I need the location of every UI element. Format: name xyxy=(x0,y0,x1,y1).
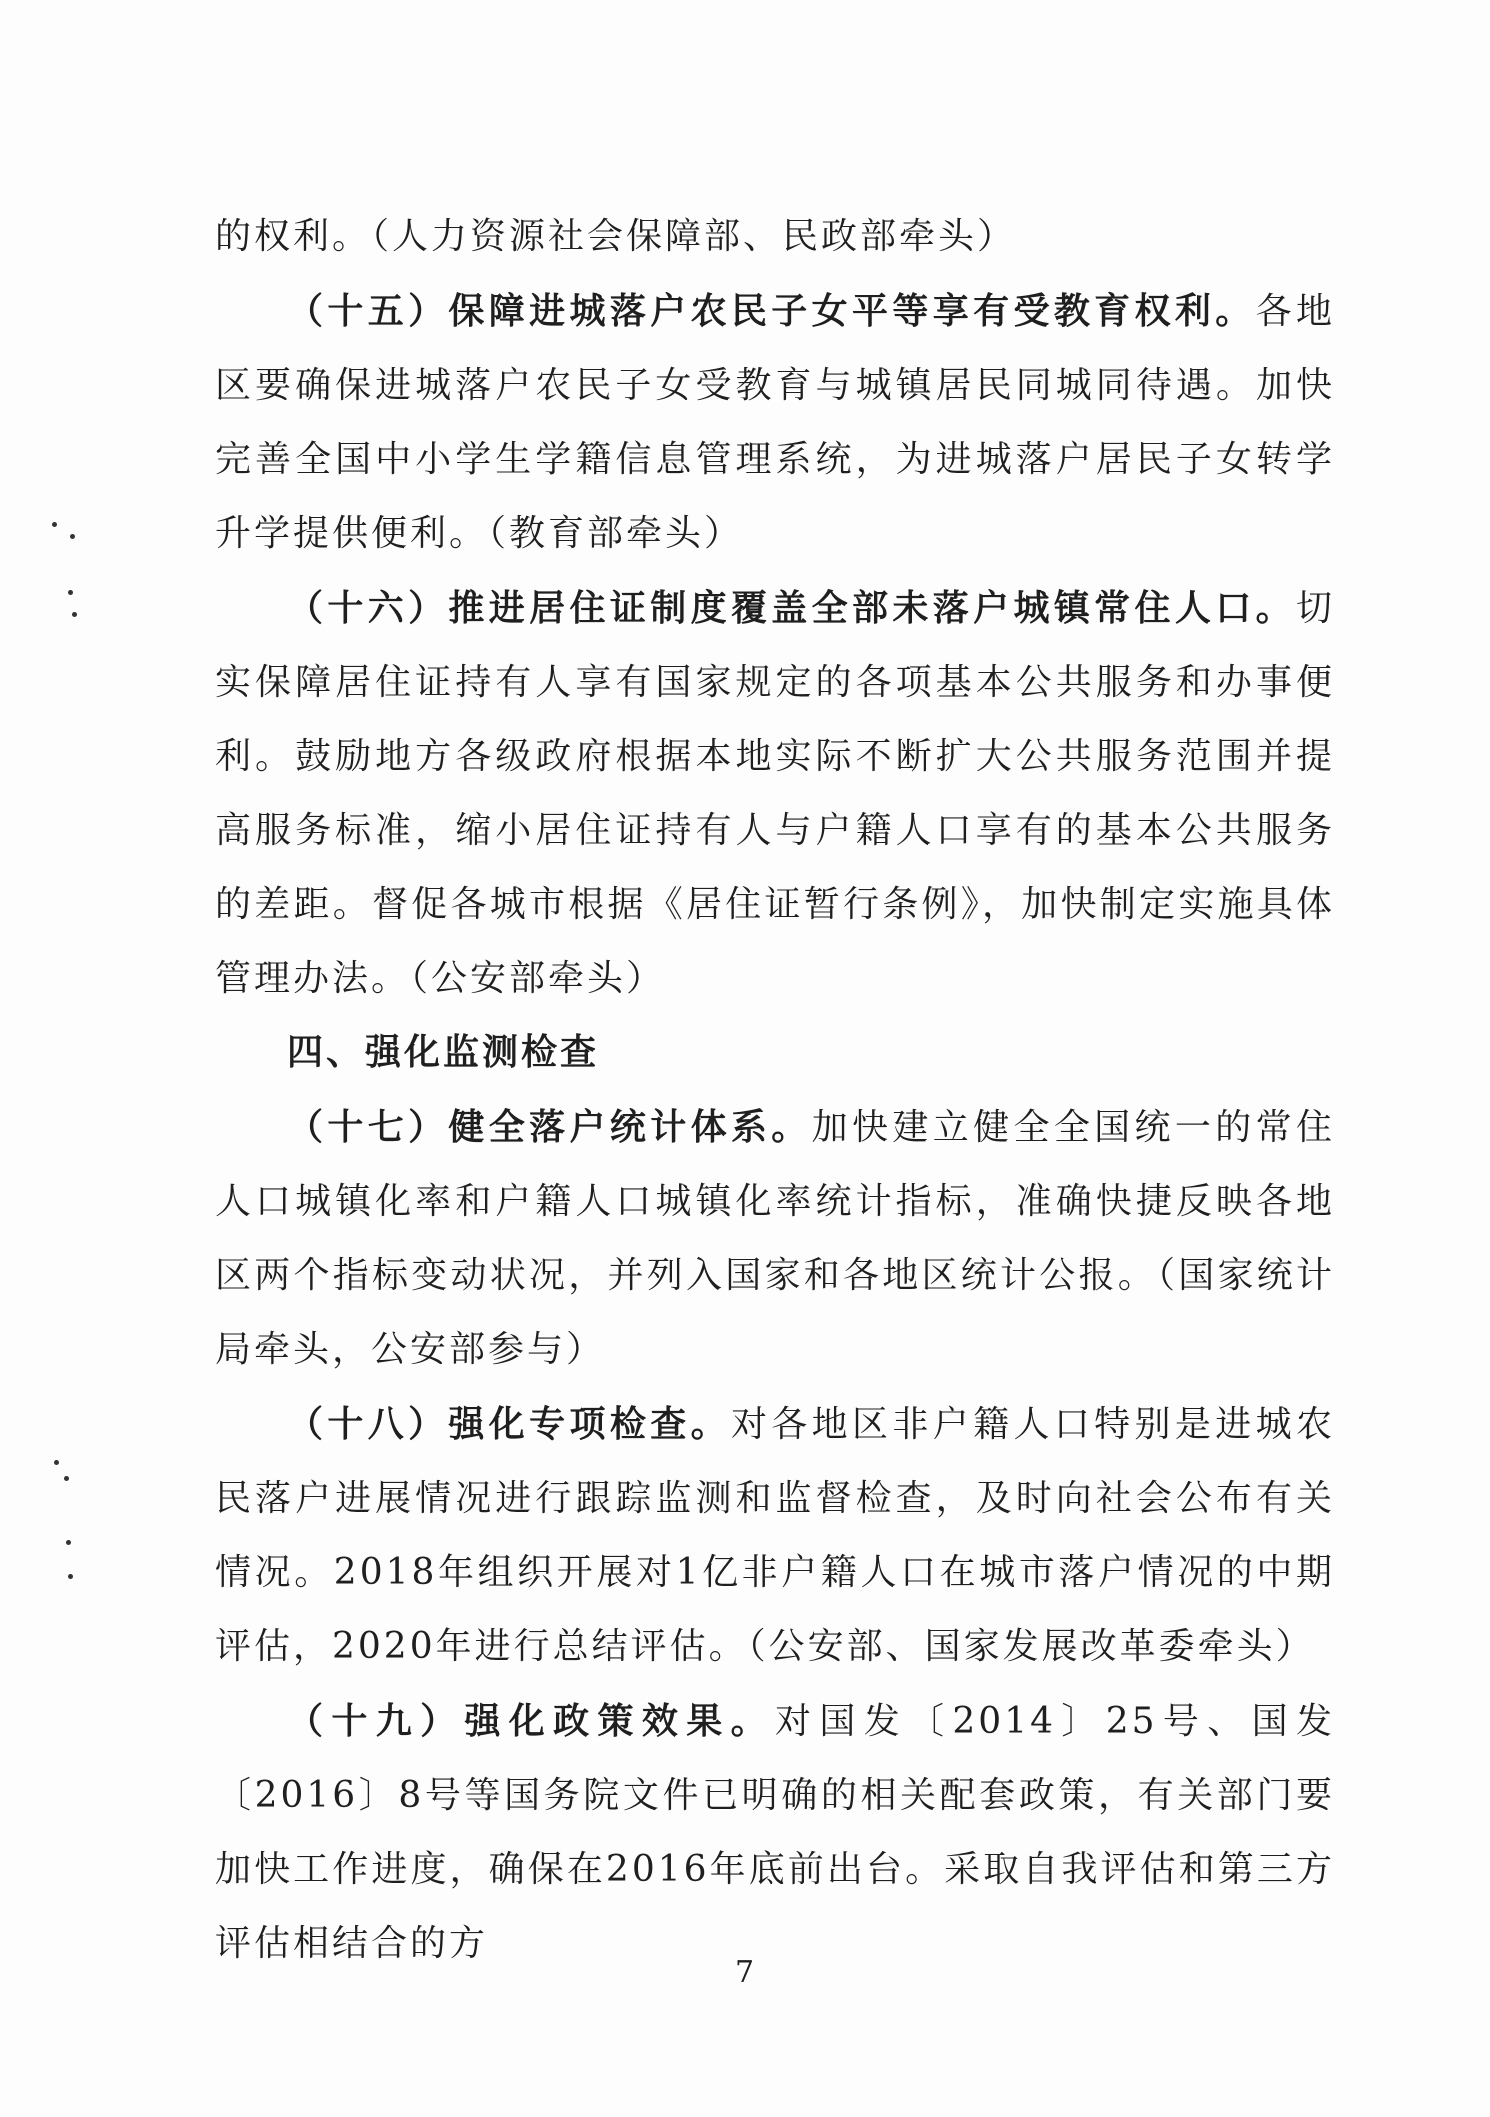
paragraph-continuation xyxy=(215,200,1335,274)
item-lead: （十八）强化专项检查。 xyxy=(287,1403,731,1445)
scan-dot xyxy=(64,1476,69,1481)
paragraph-item-15 xyxy=(215,274,1335,571)
paragraph-text: 的权利。（人力资源社会保障部、民政部牵头） xyxy=(215,216,1017,257)
item-lead: （十六）推进居住证制度覆盖全部未落户城镇常住人口。 xyxy=(287,587,1296,629)
scan-dot xyxy=(66,1540,71,1545)
scan-dot xyxy=(68,590,73,595)
paragraph-text: 各地区要确保进城落户农民子女受教育与城镇居民同城同待遇。加快完善全国中小学生学籍信息管理系统，为进城落户居民子女转学升学提供便利。（教育部牵头） xyxy=(215,291,1335,554)
scan-dot xyxy=(72,612,77,617)
item-lead: （十五）保障进城落户农民子女平等享有受教育权利。 xyxy=(287,290,1256,332)
scan-dot xyxy=(68,1574,73,1579)
item-lead: （十七）健全落户统计体系。 xyxy=(287,1106,812,1148)
paragraph-item-16 xyxy=(215,571,1335,1016)
scan-dot xyxy=(54,1460,59,1465)
document-body xyxy=(215,200,1335,1981)
page-number: 7 xyxy=(734,1955,756,1990)
scan-marks xyxy=(50,0,90,2117)
paragraph-item-17 xyxy=(215,1090,1335,1387)
scan-dot xyxy=(52,522,57,527)
paragraph-text: 对各地区非户籍人口特别是进城农民落户进展情况进行跟踪监测和监督检查，及时向社会公布有关情况。2018年组织开展对1亿非户籍人口在城市落户情况的中期评估，2020年进行总结评估。（公安部、国家发展改革委牵头） xyxy=(215,1404,1335,1667)
item-lead: （十九）强化政策效果。 xyxy=(287,1700,775,1742)
paragraph-item-18 xyxy=(215,1387,1335,1684)
paragraph-text: 加快建立健全全国统一的常住人口城镇化率和户籍人口城镇化率统计指标，准确快捷反映各地区两个指标变动状况，并列入国家和各地区统计公报。（国家统计局牵头，公安部参与） xyxy=(215,1107,1335,1370)
paragraph-item-19 xyxy=(215,1684,1335,1981)
scan-dot xyxy=(70,534,75,539)
paragraph-text: 对国发〔2014〕25号、国发〔2016〕8号等国务院文件已明确的相关配套政策，有关部门要加快工作进度，确保在2016年底前出台。采取自我评估和第三方评估相结合的方 xyxy=(215,1701,1335,1964)
paragraph-text: 切实保障居住证持有人享有国家规定的各项基本公共服务和办事便利。鼓励地方各级政府根据本地实际不断扩大公共服务范围并提高服务标准，缩小居住证持有人与户籍人口享有的基本公共服务的差距。督促各城市根据《居住证暂行条例》，加快制定实施具体管理办法。（公安部牵头） xyxy=(215,588,1335,999)
section-heading: 四、强化监测检查 xyxy=(287,1032,600,1073)
